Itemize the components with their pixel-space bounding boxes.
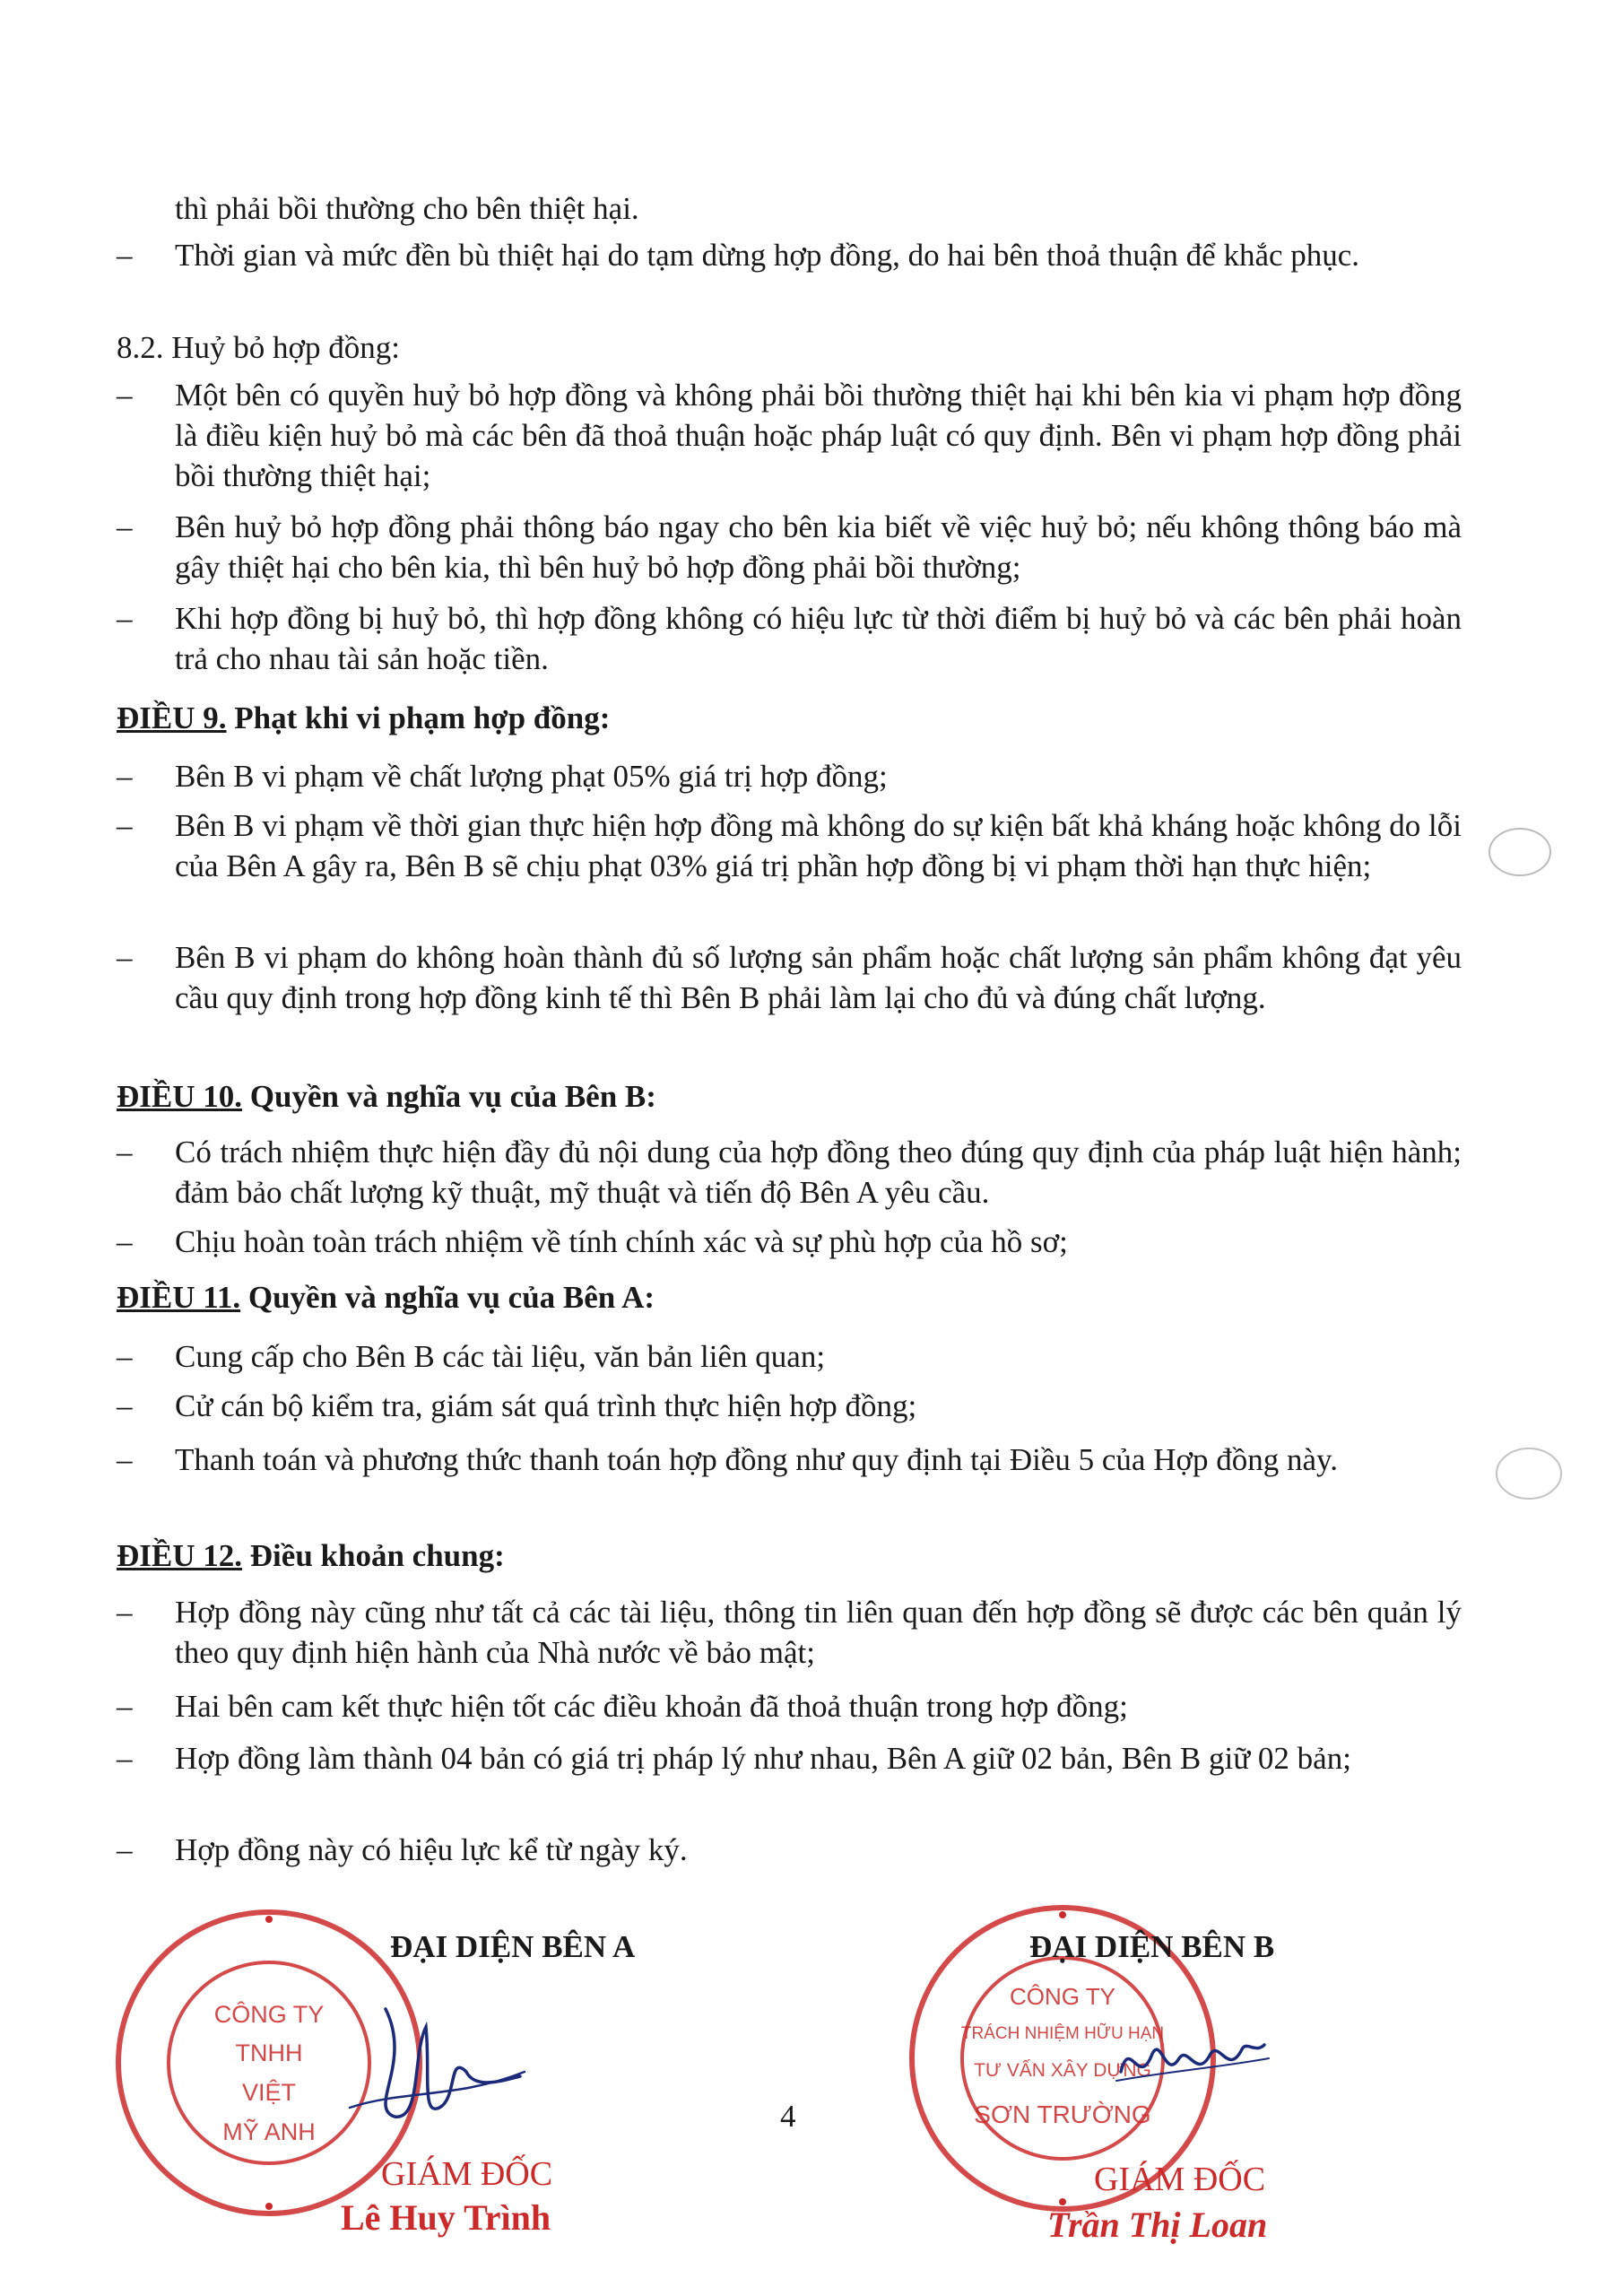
bullet-8-2-1: Một bên có quyền huỷ bỏ hợp đồng và không phải bồi thường thiệt hại khi bên kia vi phạm hợp đồng là điều kiện huỷ bỏ mà các bên đã thoả thuận hoặc pháp luật có quy định. Bên vi phạm hợp đồng phải bồi thường thiệt hại; [175,378,1462,493]
dash-marker: – [117,1224,133,1259]
bullet-11-1: Cung cấp cho Bên B các tài liệu, văn bản liên quan; [175,1339,826,1374]
dash-marker: – [117,1741,133,1776]
bullet-12-2: Hai bên cam kết thực hiện tốt các điều khoản đã thoả thuận trong hợp đồng; [175,1689,1128,1724]
bullet-8-2-2: Bên huỷ bỏ hợp đồng phải thông báo ngay cho bên kia biết về việc huỷ bỏ; nếu không thông báo mà gây thiệt hại cho bên kia, thì bên huỷ bỏ hợp đồng phải bồi thường; [175,509,1462,585]
party-a-role: GIÁM ĐỐC [381,2155,553,2193]
scan-smudge [1488,1439,1569,1507]
dash-marker: – [117,1442,133,1477]
bullet-12-1: Hợp đồng này cũng như tất cả các tài liệu, thông tin liên quan đến hợp đồng sẽ được các bên quản lý theo quy định hiện hành của Nhà nước về bảo mật; [175,1595,1462,1670]
bullet-9-1: Bên B vi phạm về chất lượng phạt 05% giá trị hợp đồng; [175,759,888,794]
svg-text:TƯ VẤN XÂY DỰNG: TƯ VẤN XÂY DỰNG [974,2060,1151,2081]
intro-line: thì phải bồi thường cho bên thiệt hại. [175,191,639,226]
article-12-heading [117,1535,505,1576]
article-11-title: Quyền và nghĩa vụ của Bên A: [240,1280,655,1315]
svg-text:CÔNG TY: CÔNG TY [213,2001,325,2028]
article-10-title: Quyền và nghĩa vụ của Bên B: [242,1079,656,1114]
article-12-label: ĐIỀU 12. [117,1538,243,1573]
dash-marker: – [117,1135,133,1170]
section-8-2-title: 8.2. Huỷ bỏ hợp đồng: [117,330,401,365]
dash-marker: – [117,1832,133,1867]
party-b-signature [1112,2018,1273,2108]
bullet-10-1: Có trách nhiệm thực hiện đầy đủ nội dung của hợp đồng theo đúng quy định của pháp luật hiện hành; đảm bảo chất lượng kỹ thuật, mỹ thuật và tiến độ Bên A yêu cầu. [175,1135,1462,1210]
party-b-role: GIÁM ĐỐC [1094,2161,1266,2198]
bullet-12-3: Hợp đồng làm thành 04 bản có giá trị pháp lý như nhau, Bên A giữ 02 bản, Bên B giữ 02 bản; [175,1741,1351,1776]
dash-marker: – [117,1689,133,1724]
article-9-heading [117,698,610,738]
bullet-compensation: Thời gian và mức đền bù thiệt hại do tạm dừng hợp đồng, do hai bên thoả thuận để khắc phục. [175,238,1360,273]
article-12-title: Điều khoản chung: [242,1538,505,1573]
dash-marker: – [117,1339,133,1374]
dash-marker: – [117,940,133,975]
article-10-heading [117,1076,656,1117]
svg-text:TRÁCH NHIỆM HỮU HẠN: TRÁCH NHIỆM HỮU HẠN [960,2024,1165,2043]
dash-marker: – [117,509,133,544]
bullet-10-2: Chịu hoàn toàn trách nhiệm về tính chính xác và sự phù hợp của hồ sơ; [175,1224,1068,1259]
scan-smudge [1484,821,1556,883]
svg-text:MỸ ANH: MỸ ANH [222,2118,316,2145]
dash-marker: – [117,759,133,794]
bullet-9-2: Bên B vi phạm về thời gian thực hiện hợp đồng mà không do sự kiện bất khả kháng hoặc không do lỗi của Bên A gây ra, Bên B sẽ chịu phạt 03% giá trị phần hợp đồng bị vi phạm thời hạn thực hiện; [175,808,1462,883]
dash-marker: – [117,1388,133,1423]
svg-text:TNHH: TNHH [235,2039,303,2066]
bullet-8-2-3: Khi hợp đồng bị huỷ bỏ, thì hợp đồng không có hiệu lực từ thời điểm bị huỷ bỏ và các bên phải hoàn trả cho nhau tài sản hoặc tiền. [175,601,1462,676]
svg-text:VIỆT: VIỆT [241,2079,297,2106]
dash-marker: – [117,378,133,413]
party-a-name: Lê Huy Trình [341,2197,551,2238]
dash-marker: – [117,1595,133,1630]
page-number: 4 [780,2099,796,2134]
dash-marker: – [117,601,133,636]
article-11-heading [117,1277,655,1318]
bullet-11-3: Thanh toán và phương thức thanh toán hợp đồng như quy định tại Điều 5 của Hợp đồng này. [175,1442,1339,1477]
bullet-12-4: Hợp đồng này có hiệu lực kể từ ngày ký. [175,1832,688,1867]
dash-marker: – [117,808,133,843]
dash-marker: – [117,238,133,273]
svg-text:CÔNG TY: CÔNG TY [1010,1983,1115,2010]
party-b-title: ĐẠI DIỆN BÊN B [1029,1929,1275,1964]
article-10-label: ĐIỀU 10. [117,1079,243,1114]
party-a-signature [332,1973,529,2135]
bullet-9-3: Bên B vi phạm do không hoàn thành đủ số lượng sản phẩm hoặc chất lượng sản phẩm không đạt yêu cầu quy định trong hợp đồng kinh tế thì Bên B phải làm lại cho đủ và đúng chất lượng. [175,940,1462,1015]
article-11-label: ĐIỀU 11. [117,1280,241,1315]
bullet-11-2: Cử cán bộ kiểm tra, giám sát quá trình thực hiện hợp đồng; [175,1388,917,1423]
svg-text:SƠN TRƯỜNG: SƠN TRƯỜNG [974,2100,1151,2128]
party-a-title: ĐẠI DIỆN BÊN A [390,1929,636,1964]
article-9-title: Phạt khi vi phạm hợp đồng: [226,700,611,735]
party-b-name: Trần Thị Loan [1047,2205,1268,2245]
article-9-label: ĐIỀU 9. [117,700,227,735]
